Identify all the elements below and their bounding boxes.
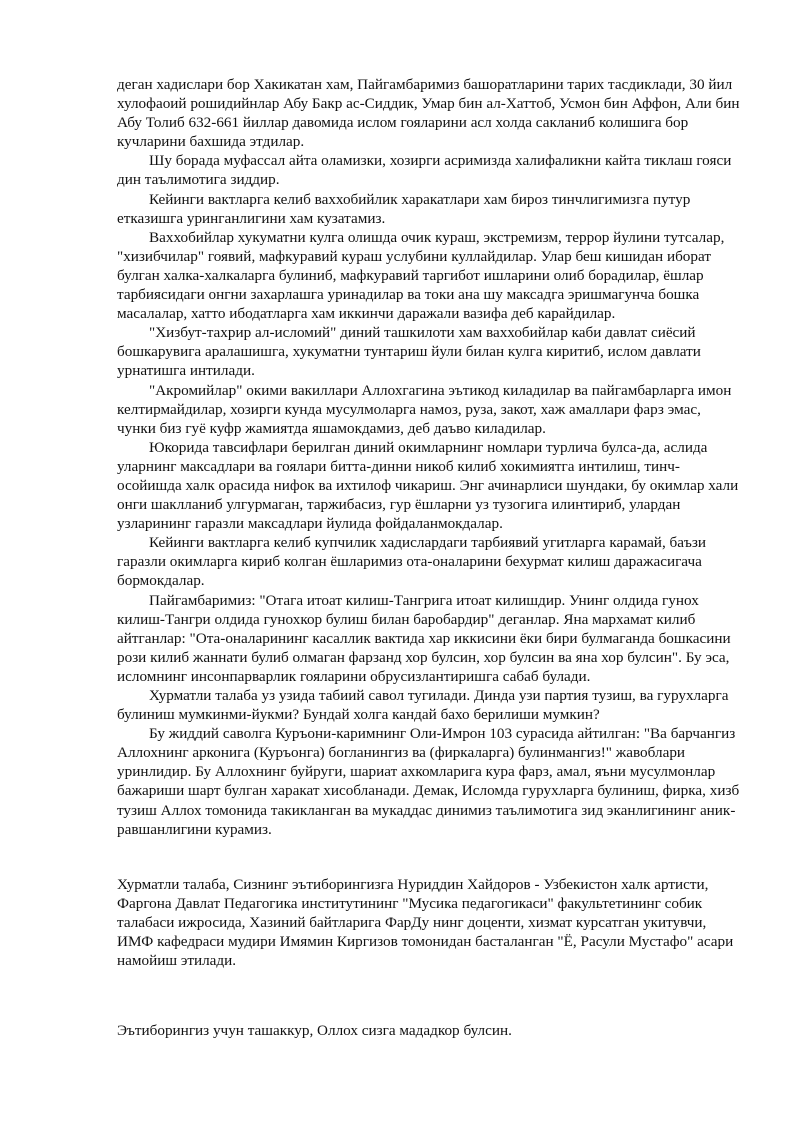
paragraph-hizb-ut-tahrir: "Хизбут-тахрир ал-исломий" диний ташкилоти хам ваххобийлар каби давлат сиёсий бошкарувига аралашишга, хукуматни тунтариш йули билан кулга киритиб, ислом давлати урнатишга интилади. <box>117 324 701 380</box>
thanks-text: Эътиборингиз учун ташаккур, Оллох сизга мададкор булсин. <box>117 1022 512 1039</box>
paragraph-akromiya: "Акромийлар" окими вакиллари Аллохгагина эътикод киладилар ва пайгамбарларга имон келтирмайдилар, хозирги кунда мусулмоларга намоз, руза, закот, хаж амаллари фарз эмас, чунки биз гуё куфр жамиятда яшамокдамиз, деб даъво киладилар. <box>117 381 732 437</box>
paragraph-wahhabism-intro: Кейинги вактларга келиб ваххобийлик харакатлари хам бироз тинчлигимизга путур етказишга уринганлигини хам кузатамиз. <box>117 190 691 227</box>
body-text <box>117 75 743 839</box>
announcement-block <box>117 875 743 970</box>
paragraph-quran-answer: Бу жиддий саволга Куръони-каримнинг Оли-Имрон 103 сурасида айтилган: "Ва барчангиз Аллохнинг арконига (Куръонга) богланингиз ва (фиркаларга) булинмангиз!" жавоблари уринлидир. Бу Аллохнинг буйруги, шариат ахкомларига кура фарз, амал, яъни мусулмонлар бажариши шарт булган харакат хисобланади. Демак, Исломда гурухларга булиниш, фирка, хизб тузиш Аллох томонида такикланган ва мукаддас динимиз таълимотига зид эканлигининг аник-равшанлигини курамиз. <box>117 725 740 838</box>
paragraph-caliphate: Шу борада муфассал айта оламизки, хозирги асримизда халифаликни кайта тиклаш гояси дин таълимотига зиддир. <box>117 152 732 189</box>
paragraph-hadith-continuation: деган хадислари бор Хакикатан хам, Пайгамбаримиз башоратларини тарих тасдиклади, 30 йил хулофаоий рошидийнлар Абу Бакр ас-Сиддик, Умар бин ал-Хаттоб, Усмон бин Аффон, Али бин Абу Толиб 632-661 йиллар давомида ислом гояларини асл холда сакланиб колишига бор кучларини бахшида этдилар. <box>117 76 740 151</box>
paragraph-movements-goals: Юкорида тавсифлари берилган диний окимларнинг номлари турлича булса-да, аслида уларнинг максадлари ва гоялари битта-динни никоб килиб хокимиятга интилиш, тинч-осойишда халк орасида нифок ва ихтилоф чикариш. Энг ачинарлиси шундаки, бу окимлар хали онги шаклланиб улгурмаган, таржибасиз, гур ёшларни уз тузогига илинтириб, улардан узларининг гаразли максадлари йулида фойдаланмокдалар. <box>117 438 739 533</box>
thanks-block <box>117 1021 743 1040</box>
paragraph-question: Хурматли талаба уз узида табиий савол тугилади. Динда узи партия тузиш, ва гурухларга булиниш мумкинми-йукми? Бундай холга кандай бахо берилиши мумкин? <box>117 687 729 724</box>
paragraph-prophet-sayings: Пайгамбаримиз: "Отага итоат килиш-Тангрига итоат килишдир. Унинг олдида гунох килиш-Тангри олдида гунохкор булиш билан баробардир" деганлар. Яна мархамат килиб айтганлар: "Ота-оналарининг касаллик вактида хар иккисини ёки бири булмаганда бошкасини рози килиб жаннати булиб олмаган фарзанд хор булсин, хор булсин ва яна хор булсин". Бу эса, исломнинг инсонпарварлик гояларини обрусизлантиришга сабаб булади. <box>117 591 731 685</box>
paragraph-wahhabism-methods: Ваххобийлар хукуматни кулга олишда очик кураш, экстремизм, террор йулини тутсалар, "хизибчилар" гоявий, мафкуравий кураш услубини куллайдилар. Улар беш кишидан иборат булган халка-халкаларга булиниб, мафкуравий таргибот ишларини олиб борадилар, ёшлар тарбиясидаги онгни захарлашга уринадилар ва токи ана шу максадга эришмагунча бошка масалалар, хатто ибодатларга хам иккинчи даражали вазифа деб карайдилар. <box>117 228 725 323</box>
announcement-text: Хурматли талаба, Сизнинг эътиборингизга Нуриддин Хайдоров - Узбекистон халк артисти, Фаргона Давлат Педагогика институтининг "Мусика педагогикаси" факультетининг собик талабаси ижросида, Хазиний байтларига ФарДу нинг доценти, хизмат курсатган укитувчи, ИМФ кафедраси мудири Имямин Киргизов томонидан басталанган "Ё, Расули Мустафо" асари намойиш этилади. <box>117 876 734 970</box>
paragraph-youth-parents: Кейинги вактларга келиб купчилик хадислардаги тарбиявий угитларга карамай, баъзи гаразли окимларга кириб колган ёшларимиз ота-оналарини бехурмат килиш даражасигача бормокдалар. <box>117 534 706 590</box>
